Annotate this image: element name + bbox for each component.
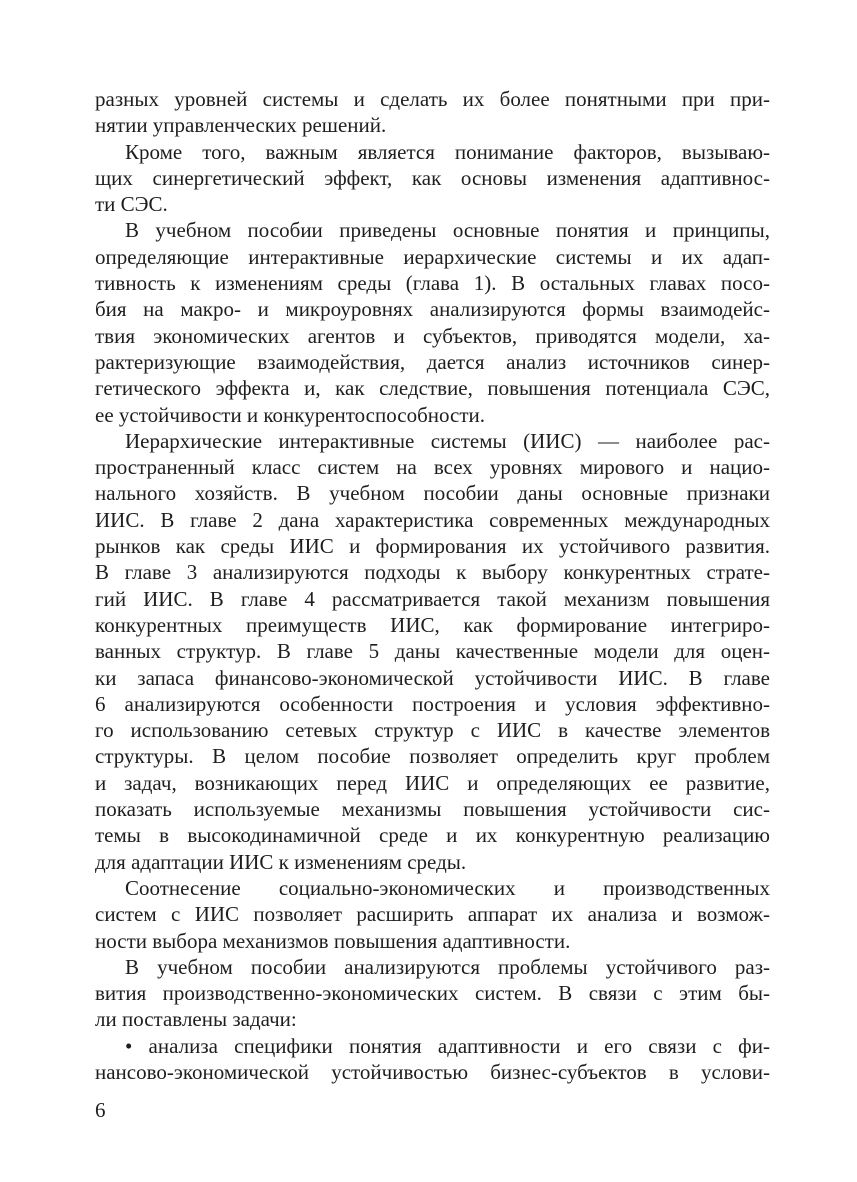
text-line: тивность к изменениям среды (глава 1). В остальных главах посо- [95,271,770,296]
text-line: рактеризующие взаимодействия, дается анализ источников синер- [95,349,770,374]
text-line: ли поставлены задачи: [95,1007,297,1032]
text-line: темы в высокодинамичной среде и их конкурентную реализацию [95,823,770,848]
text-line: Иерархические интерактивные системы (ИИС) — наиболее рас- [125,428,770,453]
text-line: ИИС. В главе 2 дана характеристика современных международных [95,507,770,532]
text-line: нятии управленческих решений. [95,113,387,138]
text-line: гетического эффекта и, как следствие, повышения потенциала СЭС, [95,376,770,401]
text-line: го использованию сетевых структур с ИИС в качестве элементов [95,718,770,743]
text-line: пространенный класс систем на всех уровнях мирового и нацио- [95,455,770,480]
text-line: щих синергетический эффект, как основы изменения адаптивнос- [95,165,770,190]
text-line: вития производственно-экономических систем. В связи с этим бы- [95,981,770,1006]
text-line: ки запаса финансово-экономической устойчивости ИИС. В главе [95,665,770,690]
text-line: нансово-экономической устойчивостью бизнес-субъектов в услови- [95,1059,770,1084]
text-line: твия экономических агентов и субъектов, приводятся модели, ха- [95,323,770,348]
text-line: гий ИИС. В главе 4 рассматривается такой механизм повышения [95,586,770,611]
text-line: Кроме того, важным является понимание факторов, вызываю- [125,139,770,164]
text-line: бия на макро- и микроуровнях анализируются формы взаимодейс- [95,297,770,322]
text-line: определяющие интерактивные иерархические системы и их адап- [95,244,770,269]
text-line: нального хозяйств. В учебном пособии даны основные признаки [95,481,770,506]
bullet-list-item-line: • анализа специфики понятия адаптивности и его связи с фи- [125,1033,770,1058]
text-line: В главе 3 анализируются подходы к выбору конкурентных страте- [95,560,770,585]
text-line: показать используемые механизмы повышения устойчивости сис- [95,797,770,822]
text-line: ванных структур. В главе 5 даны качественные модели для оцен- [95,639,770,664]
text-line: ти СЭС. [95,192,168,217]
text-line: ее устойчивости и конкурентоспособности. [95,402,486,427]
page-number: 6 [95,1098,106,1122]
text-line: 6 анализируются особенности построения и условия эффективно- [95,691,770,716]
text-line: В учебном пособии приведены основные понятия и принципы, [125,218,770,243]
document-body [95,86,770,1085]
text-line: рынков как среды ИИС и формирования их устойчивого развития. [95,534,770,559]
text-line: структуры. В целом пособие позволяет определить круг проблем [95,744,770,769]
text-line: для адаптации ИИС к изменениям среды. [95,849,467,874]
text-line: конкурентных преимуществ ИИС, как формирование интегриро- [95,612,770,637]
text-line: В учебном пособии анализируются проблемы устойчивого раз- [125,954,770,979]
text-line: Соотнесение социально-экономических и производственных [125,875,770,900]
text-line: разных уровней системы и сделать их более понятными при при- [95,87,770,111]
text-line: ности выбора механизмов повышения адаптивности. [95,928,571,953]
text-line: систем с ИИС позволяет расширить аппарат их анализа и возмож- [95,902,770,927]
text-line: и задач, возникающих перед ИИС и определяющих ее развитие, [95,770,770,795]
